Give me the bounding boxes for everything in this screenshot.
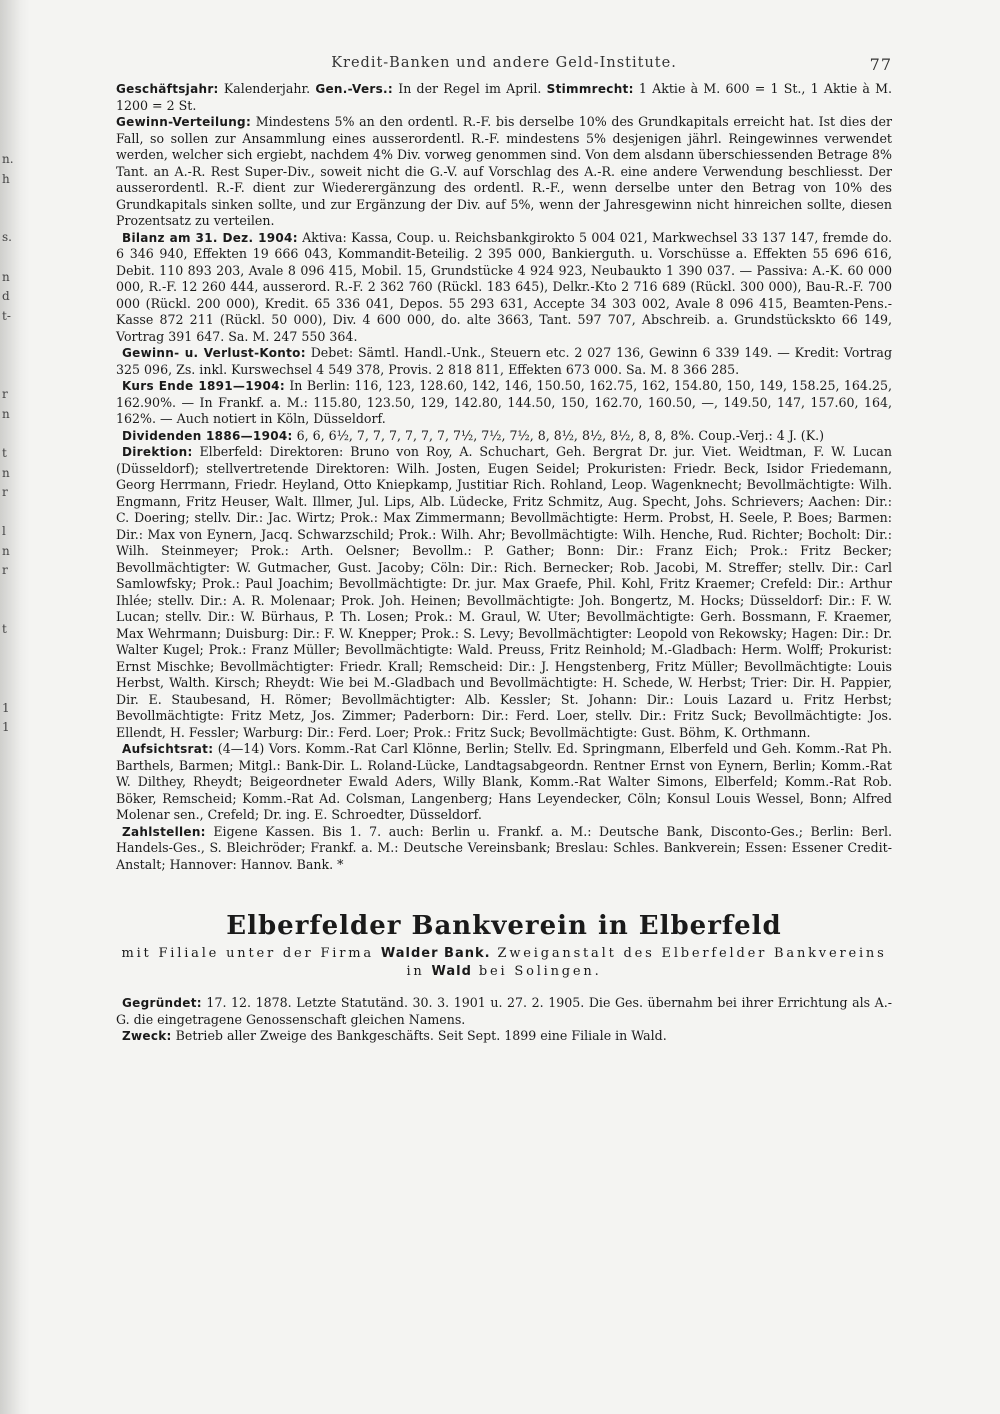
entry-zahlstellen [116,824,892,874]
entry-dividenden [116,428,892,445]
entry-label: Bilanz am 31. Dez. 1904: [122,230,298,245]
entry-gegruendet [116,995,892,1028]
running-header [116,55,892,81]
entry-label: Gewinn- u. Verlust-Konto: [122,346,306,360]
entry-label: Gen.-Vers.: [315,82,393,96]
entry-label: Aufsichtsrat: [122,742,214,756]
entry-text: Eigene Kassen. Bis 1. 7. auch: Berlin u. Frankf. a. M.: Deutsche Bank, Disconto-Ges.; Berlin: Berl. Handels-Ges., S. Bleichröder; Frankf. a. M.: Deutsche Vereinsbank; Breslau: Schles. Bankverein; Essen: Essener Credit-Anstalt; Hannover: Hannov. Bank. * [116,823,892,872]
bank-sub-text: mit Filiale unter der Firma [121,946,381,961]
bank-sub-text: Zweiganstalt des Elberfelder Bankvereins in [406,946,887,979]
entry-text: In Berlin: 116, 123, 128.60, 142, 146, 150.50, 162.75, 162, 154.80, 150, 149, 158.25, 164.25, 162.90%. — In Frankf. a. M.: 115.80, 123.50, 129, 142.80, 144.50, 150, 162.70, 160.50, —, 149.50, 147, 157.60, 164, 162%. — Auch notiert in Köln, Düsseldorf. [116,378,892,426]
entry-text: 1 Aktie à M. 600 = 1 St., 1 Aktie à M. 1200 = 2 St. [116,81,892,113]
bank-sub-text: bei Solingen. [471,964,602,979]
bank-place-name: Wald [431,964,472,979]
entry-kurs [116,378,892,428]
entry-label: Dividenden 1886—1904: [122,428,293,443]
page-number: 77 [869,55,892,74]
entry-gewinn-verlust [116,345,892,378]
entry-label: Zahlstellen: [122,824,206,839]
entry-text: In der Regel im April. [393,81,547,96]
entry-text: Mindestens 5% an den ordentl. R.-F. bis derselbe 10% des Grundkapitals erreicht hat. Ist dies der Fall, so sollen zur Ansammlung eines ausserordentl. R.-F. mindestens 5% desjenigen jährl. Reingewinnes verwendet werden, welcher sich ergiebt, nachdem 4% Div. vorweg genommen sind. Von dem alsdann überschiessenden Betrage 8% Tant. an A.-R. Rest Super-Div., soweit nicht die G.-V. auf Vorschlag des A.-R. eine andere Verwendung beschliesst. Der ausserordentl. R.-F. dient zur Wiederergänzung des ordentl. R.-F., wenn derselbe unter den Betrag von 10% des Grundkapitals sinken sollte, und zur Ergänzung der Div. auf 5%, wenn der Jahresgewinn nicht hinreichen sollte, diesen Prozentsatz zu verteilen. [116,114,892,228]
entry-label: Zweck: [122,1029,172,1043]
binding-edge [0,0,30,1414]
document-page [116,55,892,1045]
entry-text: Aktiva: Kassa, Coup. u. Reichsbankgirokto 5 004 021, Markwechsel 33 137 147, fremde do. 6 346 940, Effekten 19 666 043, Kommandit-Beteilig. 2 395 000, Bankierguth. u. Vorschüsse a. Effekten 55 696 616, Debit. 110 893 203, Avale 8 096 415, Mobil. 15, Grundstücke 4 924 923, Neubaukto 1 390 037. — Passiva: A.-K. 60 000 000, R.-F. 12 260 444, ausserord. R.-F. 2 362 760 (Rückl. 183 645), Delkr.-Kto 2 716 689 (Rückl. 300 000), Bau-R.-F. 700 000 (Rückl. 200 000), Kredit. 65 336 041, Depos. 55 293 631, Accepte 34 303 002, Avale 8 096 415, Beamten-Pens.-Kasse 872 211 (Rückl. 50 000), Div. 4 600 000, do. alte 3663, Tant. 597 707, Abschreib. a. Grundstückskto 66 149, Vortrag 391 647. Sa. M. 247 550 364. [116,229,893,344]
entry-text: (4—14) Vors. Komm.-Rat Carl Klönne, Berlin; Stellv. Ed. Springmann, Elberfeld und Geh. Komm.-Rat Ph. Barthels, Barmen; Mitgl.: Bank-Dir. L. Roland-Lücke, Landtagsabgeordn. Rentner Ernst von Eynern, Berlin; Komm.-Rat W. Dilthey, Rheydt; Beigeordneter Ewald Aders, Willy Blank, Komm.-Rat Walter Simons, Elberfeld; Komm.-Rat Rob. Böker, Remscheid; Komm.-Rat Ad. Colsman, Langenberg; Hans Leyendecker, Cöln; Konsul Louis Wessel, Bonn; Alfred Molenar sen., Crefeld; Dr. ing. E. Schroedter, Düsseldorf. [116,741,892,822]
entry-direktion [116,444,892,741]
entry-label: Geschäftsjahr: [116,82,219,96]
bank-heading: Elberfelder Bankverein in Elberfeld [226,911,782,941]
bank-firm-name: Walder Bank. [380,946,491,961]
entry-text: 17. 12. 1878. Letzte Statutänd. 30. 3. 1901 u. 27. 2. 1905. Die Ges. übernahm bei ihrer Errichtung als A.-G. die eingetragene Genossenschaft gleichen Namens. [116,995,892,1027]
spacer [116,981,892,995]
entry-gewinn-verteilung [116,114,892,230]
entry-text: Elberfeld: Direktoren: Bruno von Roy, A. Schuchart, Geh. Bergrat Dr. jur. Viet. Weidtman, F. W. Lucan (Düsseldorf); stellvertretende Direktoren: Wilh. Josten, Eugen Seidel; Prokuristen: Friedr. Beck, Isidor Friedemann, Georg Herrmann, Friedr. Heyland, Otto Kniepkamp, Justitiar Rich. Rohland, Leop. Wagenknecht; Bevollmächtigte: Wilh. Engmann, Fritz Heuser, Walt. Illmer, Jul. Lips, Alb. Lüdecke, Fritz Schmitz, Aug. Specht, Johs. Schrievers; Aachen: Dir.: C. Doering; stellv. Dir.: Jac. Wirtz; Prok.: Max Zimmermann; Bevollmächtigte: Herm. Probst, H. Seele, P. Boes; Barmen: Dir.: Max von Eynern, Jacq. Schwarzschild; Prok.: Wilh. Ahr; Bevollmächtigte: Wilh. Henche, Rud. Richter; Bocholt: Dir.: Wilh. Steinmeyer; Prok.: Arth. Oelsner; Bevollm.: P. Gather; Bonn: Dir.: Franz Eich; Prok.: Fritz Becker; Bevollmächtigter: W. Gutmacher, Gust. Jacoby; Cöln: Dir.: Rich. Bernecker; Rob. Jacobi, M. Streffer; stellv. Dir.: Carl Samlowfsky; Prok.: Paul Joachim; Bevollmächtigte: Dr. jur. Max Graefe, Phil. Kohl, Fritz Kraemer; Crefeld: Dir.: Arthur Ihlée; stellv. Dir.: A. R. Molenaar; Prok. Joh. Heinen; Bevollmächtigte: Joh. Bongertz, M. Hocks; Düsseldorf: Dir.: F. W. Lucan; stellv. Dir.: W. Bürhaus, P. Th. Losen; Prok.: M. Graul, W. Uter; Bevollmächtigte: Gerh. Bossmann, F. Kraemer, Max Wehrmann; Duisburg: Dir.: F. W. Knepper; Prok.: S. Levy; Bevollmächtigter: Leopold von Rekowsky; Hagen: Dir.: Dr. Walter Kugel; Prok.: Franz Müller; Bevollmächtigte: Wald. Preuss, Fritz Reinhold; M.-Gladbach: Herm. Wolff; Prokurist: Ernst Mischke; Bevollmächtigter: Friedr. Krall; Remscheid: Dir.: J. Hengstenberg, Fritz Müller; Bevollmächtigte: Louis Herbst, Walth. Kirsch; Rheydt: Wie bei M.-Gladbach und Bevollmächtigte: H. Schede, W. Herbst; Trier: Dir. H. Pappier, Dir. E. Staubesand, H. Römer; Bevollmächtigter: Alb. Kessler; St. Johann: Dir.: Louis Lazard u. Fritz Herbst; Bevollmächtigte: Fritz Metz, Jos. Zimmer; Paderborn: Dir.: Ferd. Loer, stellv. Dir.: Fritz Suck; Bevollmächtigte: Jos. Ellendt, H. Fessler; Warburg: Dir.: Ferd. Loer; Prok.: Fritz Suck; Bevollmächtigte: Gust. Böhm, K. Orthmann. [116,444,892,740]
running-title: Kredit-Banken und andere Geld-Institute. [331,55,677,71]
entry-bilanz [116,230,892,346]
entry-label: Kurs Ende 1891—1904: [122,379,285,393]
entry-meta [116,81,892,114]
entry-label: Stimmrecht: [546,82,634,96]
entry-text: Debet: Sämtl. Handl.-Unk., Steuern etc. 2 027 136, Gewinn 6 339 149. — Kredit: Vortrag 325 096, Zs. inkl. Kurswechsel 4 549 378, Provis. 2 818 811, Effekten 673 000. Sa. M. 8 366 285. [116,345,893,377]
entry-label: Gegründet: [122,996,202,1010]
entry-label: Direktion: [122,445,193,459]
entry-text: 6, 6, 6½, 7, 7, 7, 7, 7, 7, 7½, 7½, 7½, 8, 8½, 8½, 8½, 8, 8, 8%. Coup.-Verj.: 4 J. (K.) [292,427,825,443]
entry-text: Betrieb aller Zweige des Bankgeschäfts. Seit Sept. 1899 eine Filiale in Wald. [171,1028,667,1043]
entry-text: Kalenderjahr. [218,81,316,96]
entry-zweck [116,1028,892,1045]
margin-fragments: n. h s. n d t- r n t n r l n r t 1 1 [2,152,14,735]
entry-label: Gewinn-Verteilung: [116,115,252,129]
entry-aufsichtsrat [116,741,892,824]
bank-subheading [116,945,892,981]
